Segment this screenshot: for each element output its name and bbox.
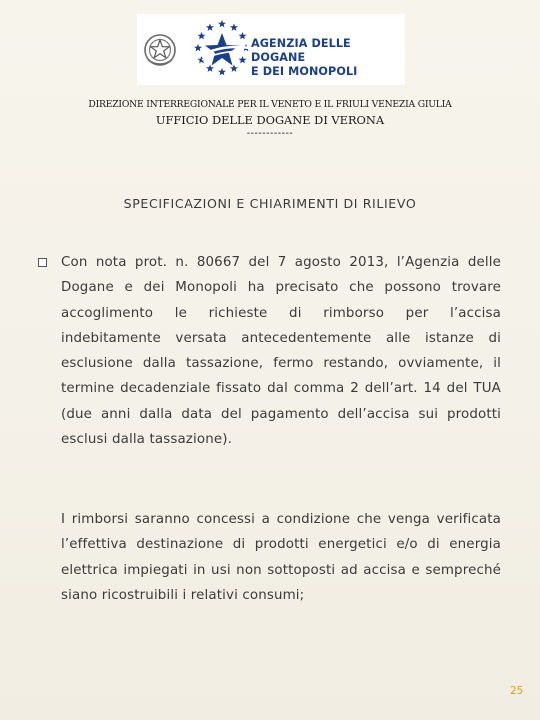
paragraph-refund-note: Con nota prot. n. 80667 del 7 agosto 2013, l’Agenzia delle Dogane e dei Monopoli ha precisato che possono trovare accoglimento le richieste di rimborso per l’accisa indebitamente versata antecedentemente alle istanze di esclusione dalla tassazione, fermo restando, ovviamente, il termine decadenziale fissato dal comma 2 dell’art. 14 del TUA (due anni dalla data del pagamento dell’accisa sui prodotti esclusi dalla tassazione).	[61, 255, 501, 448]
section-title: SPECIFICAZIONI E CHIARIMENTI DI RILIEVO	[123, 196, 417, 211]
page-number: 25	[510, 685, 524, 697]
department-heading: DIREZIONE INTERREGIONALE PER IL VENETO E IL FRIULI VENEZIA GIULIA	[88, 99, 452, 110]
star-circle-icon	[192, 18, 252, 81]
logo-line-2: E DEI MONOPOLI	[251, 65, 358, 78]
separator-line: ------------	[246, 128, 294, 139]
paragraph-refund-conditions: I rimborsi saranno concessi a condizione che venga verificata l’effettiva destinazione di prodotti energetici e/o di energia elettrica impiegati in usi non sottoposti ad accisa e sempreché siano ricostruibili i relativi consumi;	[61, 512, 501, 603]
logo-line-1: AGENZIA DELLE DOGANE	[251, 37, 351, 64]
logo-wordmark	[251, 37, 405, 79]
italian-emblem-icon	[143, 32, 177, 68]
agency-logo	[137, 14, 405, 85]
square-bullet-icon	[38, 258, 47, 267]
office-heading: UFFICIO DELLE DOGANE DI VERONA	[155, 113, 385, 127]
